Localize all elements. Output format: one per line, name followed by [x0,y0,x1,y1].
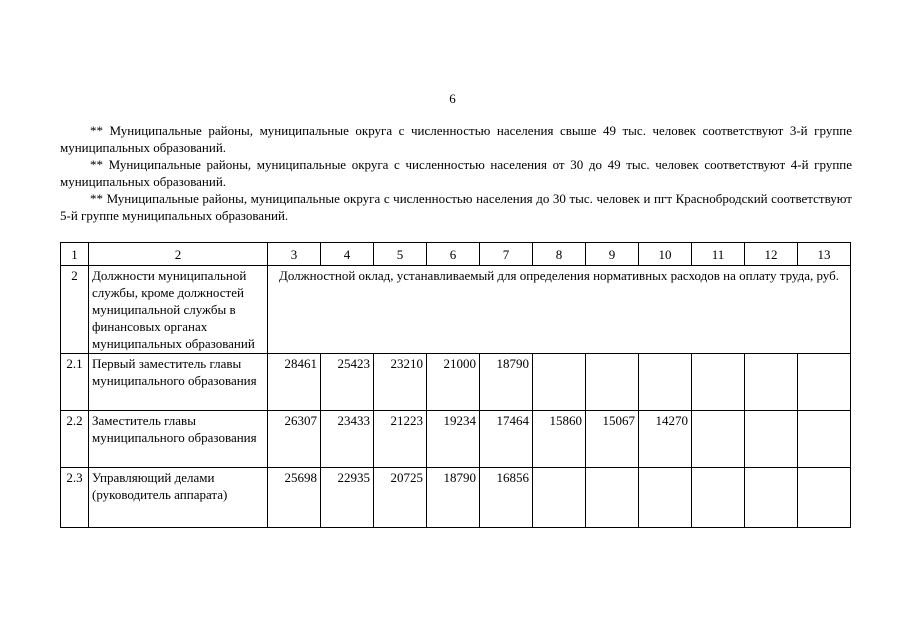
row-title: Управляющий делами (руководитель аппарата) [89,468,268,528]
table-row [61,354,851,411]
row-code: 2.3 [61,468,89,528]
salary-cell: 25698 [268,468,321,528]
salary-cell [586,468,639,528]
column-number: 10 [639,243,692,266]
salary-cell: 22935 [321,468,374,528]
salary-cell: 14270 [639,411,692,468]
salary-cell [586,354,639,411]
salary-cell [692,354,745,411]
column-number: 13 [798,243,851,266]
column-number: 7 [480,243,533,266]
salary-cell [639,354,692,411]
salary-table [60,242,851,528]
salary-cell [798,411,851,468]
salary-cell: 26307 [268,411,321,468]
section-row [61,266,851,354]
column-number: 1 [61,243,89,266]
footnote-group-3: ** Муниципальные районы, муниципальные округа с численностью населения свыше 49 тыс. человек соответствуют 3-й группе муниципальных образований. [60,123,852,155]
salary-cell: 28461 [268,354,321,411]
salary-cell: 15860 [533,411,586,468]
column-number: 11 [692,243,745,266]
salary-cell: 21000 [427,354,480,411]
column-number: 3 [268,243,321,266]
salary-cell [798,354,851,411]
salary-cell [745,354,798,411]
salary-cell [692,411,745,468]
column-number: 8 [533,243,586,266]
section-code: 2 [61,266,89,354]
column-number: 6 [427,243,480,266]
salary-cell: 20725 [374,468,427,528]
salary-cell: 18790 [480,354,533,411]
salary-cell: 15067 [586,411,639,468]
footnote-group-5: ** Муниципальные районы, муниципальные округа с численностью населения до 30 тыс. человек и пгт Краснобродский соответствуют 5-й группе муниципальных образований. [60,191,852,223]
footnotes [60,122,852,224]
column-number: 5 [374,243,427,266]
salary-cell: 16856 [480,468,533,528]
section-title: Должности муниципальной службы, кроме должностей муниципальной службы в финансовых органах муниципальных образований [89,266,268,354]
salary-cell: 21223 [374,411,427,468]
section-merged-text: Должностной оклад, устанавливаемый для определения нормативных расходов на оплату труда, руб. [268,266,851,354]
column-number: 2 [89,243,268,266]
row-code: 2.1 [61,354,89,411]
column-number: 9 [586,243,639,266]
table-row [61,468,851,528]
salary-cell: 17464 [480,411,533,468]
column-number: 4 [321,243,374,266]
salary-cell: 19234 [427,411,480,468]
salary-cell [639,468,692,528]
salary-cell: 18790 [427,468,480,528]
salary-cell [745,468,798,528]
row-title: Заместитель главы муниципального образования [89,411,268,468]
salary-cell [745,411,798,468]
row-title: Первый заместитель главы муниципального образования [89,354,268,411]
salary-cell [692,468,745,528]
column-number: 12 [745,243,798,266]
column-number-row [61,243,851,266]
salary-cell: 23433 [321,411,374,468]
footnote-group-4: ** Муниципальные районы, муниципальные округа с численностью населения от 30 до 49 тыс. человек соответствуют 4-й группе муниципальных образований. [60,157,852,189]
salary-cell [533,354,586,411]
salary-cell [798,468,851,528]
row-code: 2.2 [61,411,89,468]
salary-cell [533,468,586,528]
salary-cell: 25423 [321,354,374,411]
salary-cell: 23210 [374,354,427,411]
page-number: 6 [449,91,456,106]
table-row [61,411,851,468]
